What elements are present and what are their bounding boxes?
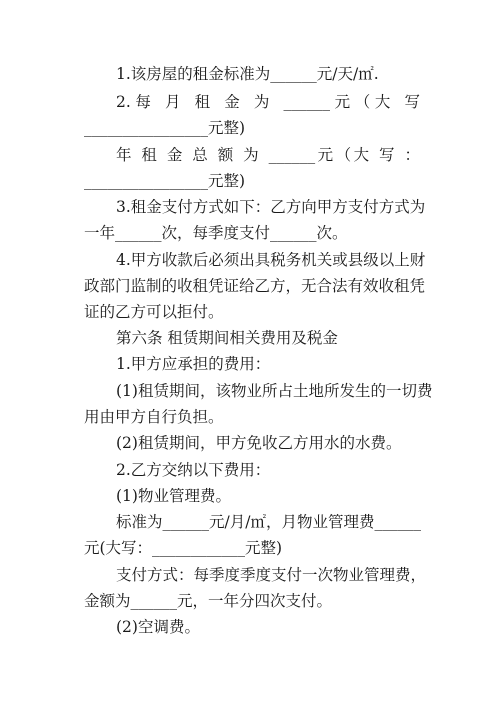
property-fee-payment-cont: 金额为______元，一年分四次支付。 [84, 592, 333, 610]
payment-method-text-cont: 一年______次，每季度支付______次。 [84, 224, 348, 242]
land-fee-text-cont: 用由甲方自行负担。 [84, 408, 224, 426]
annual-rent-text: 年 租 金 总 额 为 ______元（大 写 ： [116, 146, 420, 164]
party-a-fees-title: 1.甲方应承担的费用： [116, 355, 271, 373]
party-b-fees-title: 2.乙方交纳以下费用： [116, 461, 271, 479]
receipt-text-cont: 政部门监制的收租凭证给乙方，无合法有效收租凭 [84, 277, 426, 295]
rent-standard-text: 1.该房屋的租金标准为______元/天/㎡. [116, 65, 379, 83]
monthly-rent-text-cont: ________________元整) [84, 119, 246, 137]
land-fee-text: (1)租赁期间，该物业所占土地所发生的一切费 [116, 382, 433, 400]
section-heading: 第六条 租赁期间相关费用及税金 [116, 329, 338, 347]
monthly-rent-text: 2.每 月 租 金 为 ______元（大 写 [116, 93, 420, 111]
annual-rent-text-cont: ________________元整) [84, 172, 246, 190]
ac-fee-title: (2)空调费。 [116, 618, 200, 636]
property-fee-standard: 标准为______元/月/㎡，月物业管理费______ [116, 513, 421, 531]
receipt-text-end: 证的乙方可以拒付。 [84, 303, 224, 321]
property-fee-title: (1)物业管理费。 [116, 487, 231, 505]
receipt-text: 4.甲方收款后必须出具税务机关或县级以上财 [116, 251, 426, 269]
property-fee-payment: 支付方式：每季度季度支付一次物业管理费， [116, 566, 427, 584]
water-fee-text: (2)租赁期间，甲方免收乙方用水的水费。 [116, 434, 402, 452]
payment-method-text: 3.租金支付方式如下：乙方向甲方支付方式为 [116, 198, 426, 216]
property-fee-standard-cont: 元(大写：____________元整) [84, 539, 283, 557]
